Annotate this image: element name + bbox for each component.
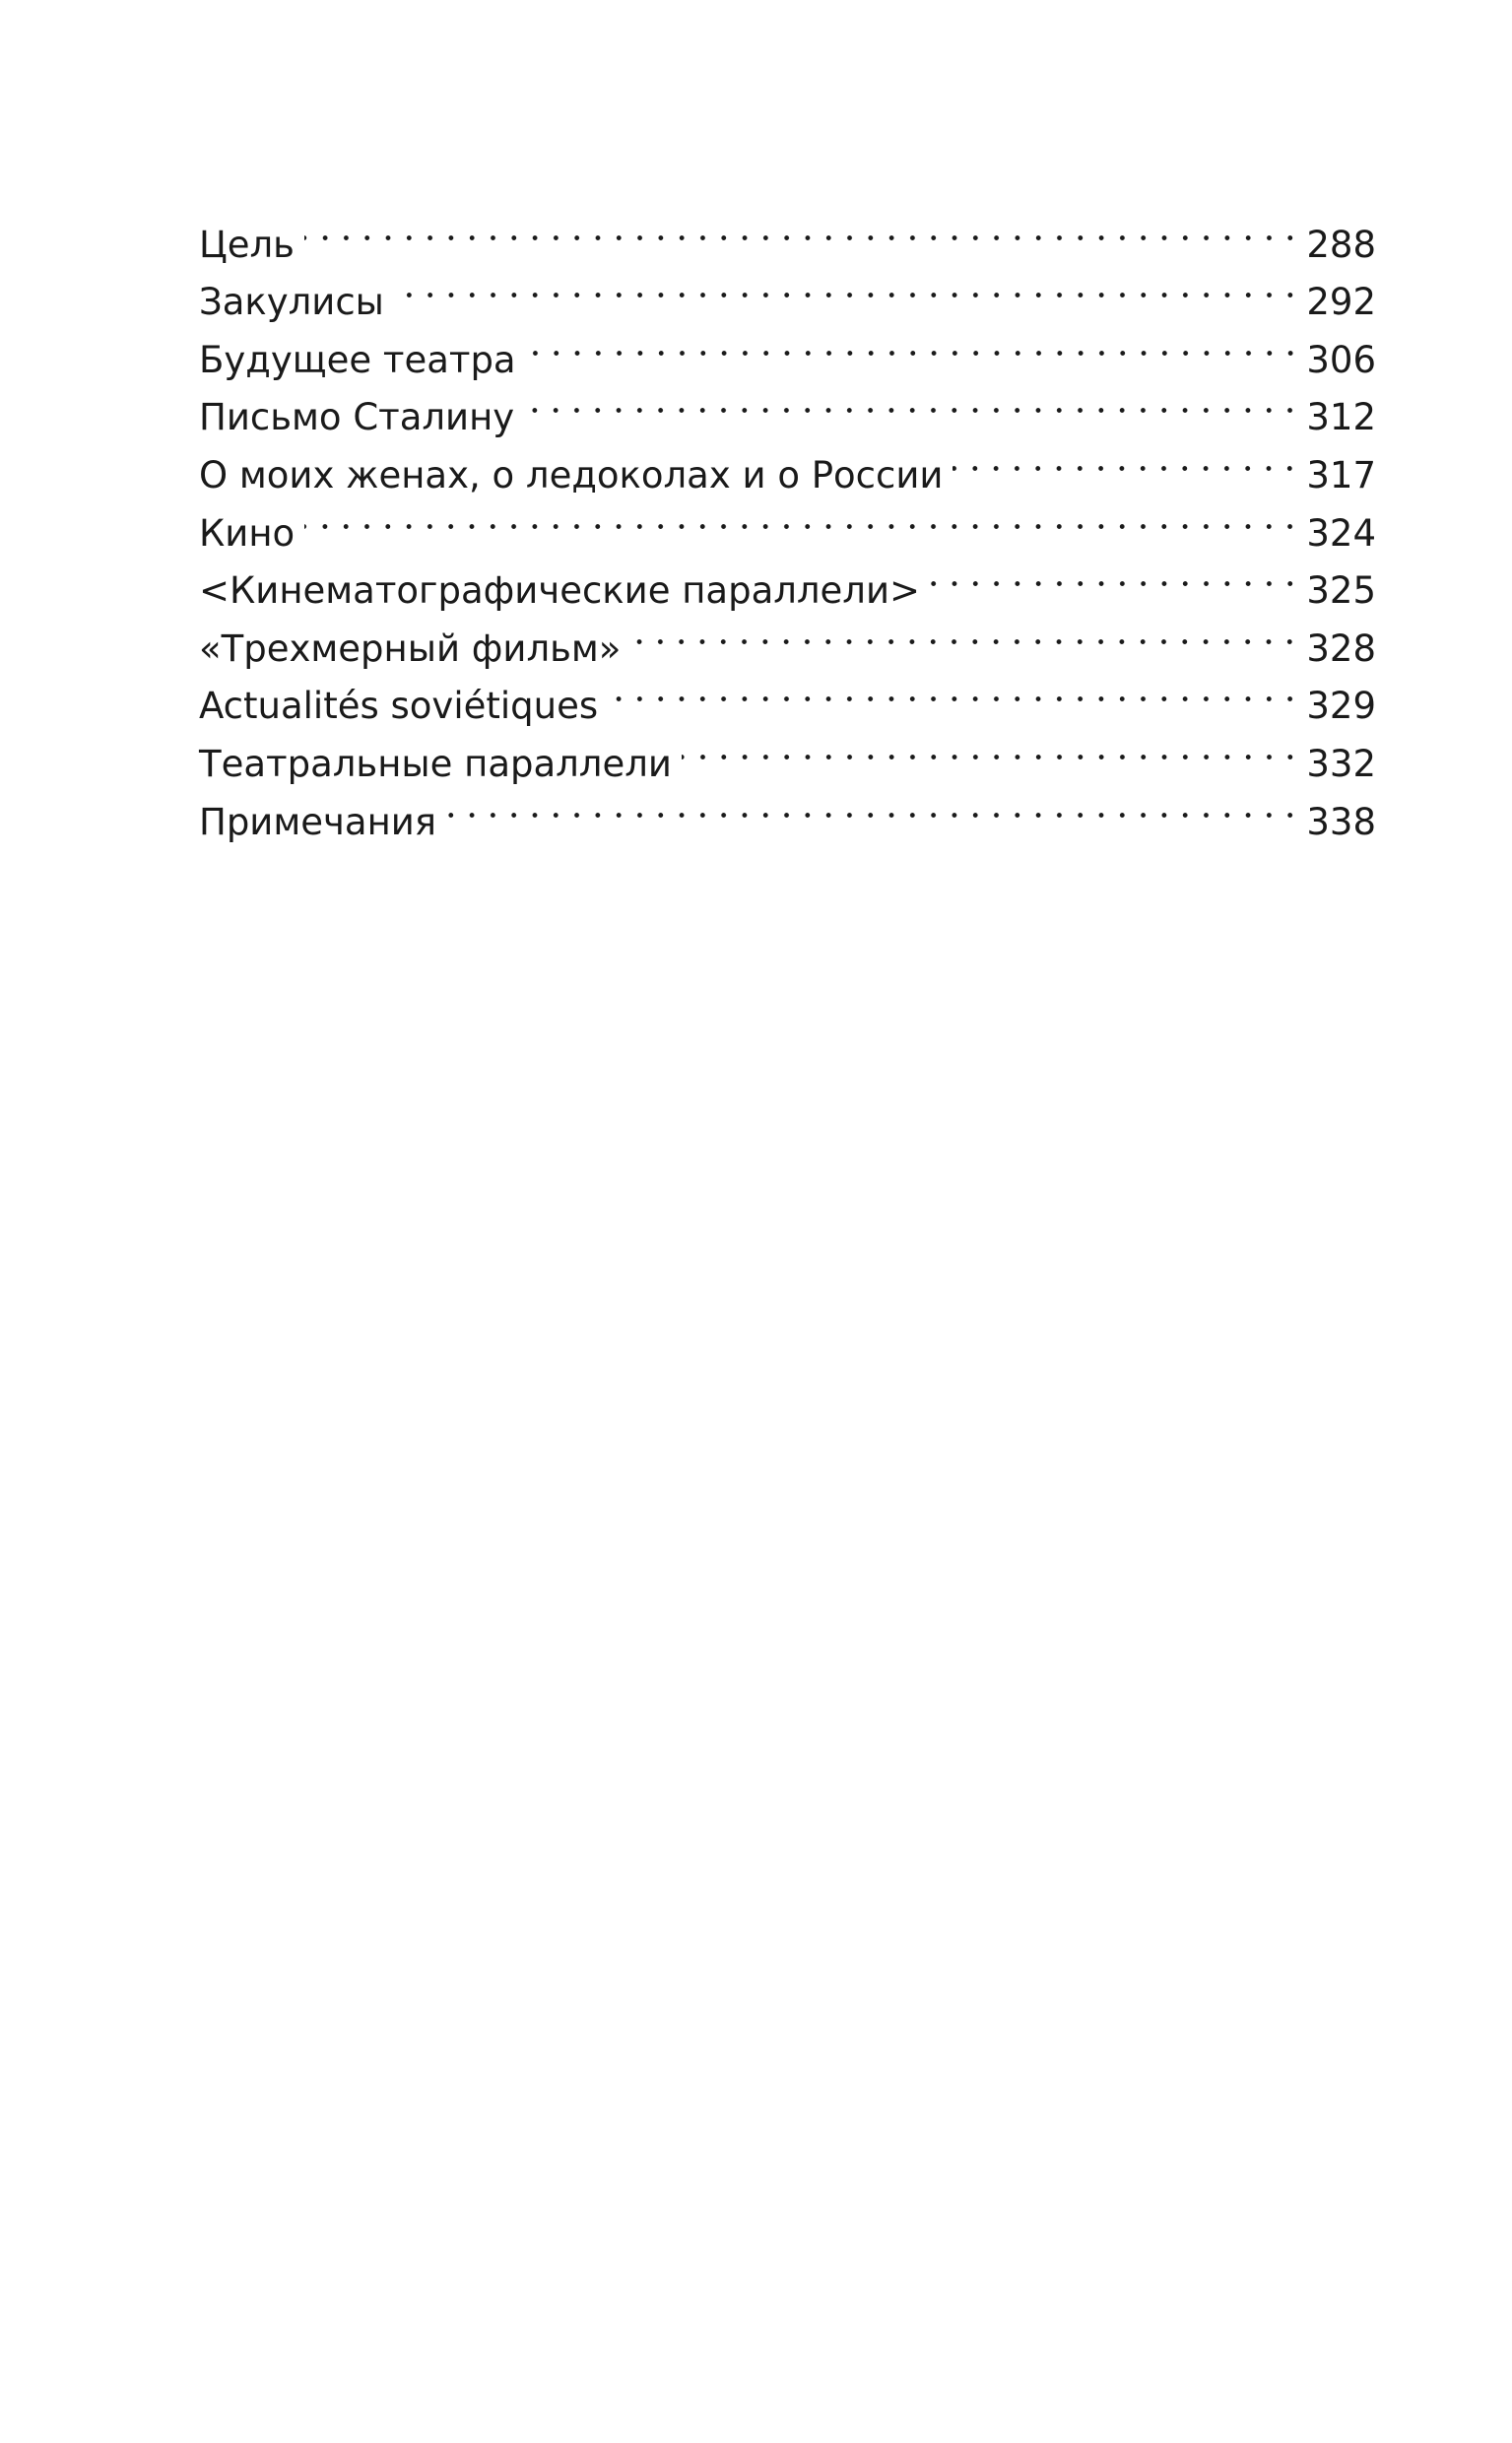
dot-leader (953, 429, 1300, 488)
dot-leader (930, 546, 1300, 604)
table-of-contents (199, 199, 1376, 843)
toc-entry-cinema[interactable] (199, 488, 1376, 555)
toc-entry-title: «Трехмерный фильм» (199, 621, 630, 679)
toc-entry-title: Театральные параллели (199, 736, 682, 794)
toc-entry-title: Кино (199, 505, 304, 563)
dot-leader (304, 488, 1300, 546)
toc-entry-page-number: 325 (1306, 569, 1376, 613)
toc-entry-title: Письмо Сталину (199, 389, 524, 447)
dot-leader (526, 314, 1301, 372)
toc-entry-page-number: 329 (1306, 685, 1376, 728)
toc-entry-page-number: 306 (1306, 338, 1376, 381)
dot-leader (446, 776, 1300, 834)
toc-entry-title: Цель (199, 217, 304, 275)
toc-entry-page-number: 328 (1306, 627, 1376, 670)
dot-leader (524, 372, 1300, 430)
toc-entry-title: Будущее театра (199, 332, 526, 390)
toc-entry-goal[interactable] (199, 199, 1376, 266)
toc-entry-title: <Кинематографические параллели> (199, 562, 930, 621)
toc-entry-title: О моих женах, о ледоколах и о России (199, 447, 953, 505)
toc-entry-backstage[interactable] (199, 257, 1376, 324)
dot-leader (394, 257, 1300, 315)
toc-entry-page-number: 338 (1306, 800, 1376, 843)
dot-leader (630, 603, 1300, 661)
dot-leader (304, 199, 1300, 257)
toc-entry-cinematic-parallels[interactable] (199, 546, 1376, 613)
toc-entry-title: Примечания (199, 794, 446, 852)
toc-entry-page-number: 288 (1306, 223, 1376, 266)
dot-leader (682, 718, 1300, 776)
toc-entry-page-number: 332 (1306, 742, 1376, 785)
toc-entry-page-number: 324 (1306, 511, 1376, 555)
toc-entry-page-number: 312 (1306, 396, 1376, 439)
toc-entry-page-number: 317 (1306, 453, 1376, 496)
toc-entry-title: Actualités soviétiques (199, 678, 608, 736)
toc-entry-page-number: 292 (1306, 281, 1376, 324)
toc-entry-title: Закулисы (199, 274, 394, 332)
dot-leader (608, 661, 1300, 719)
